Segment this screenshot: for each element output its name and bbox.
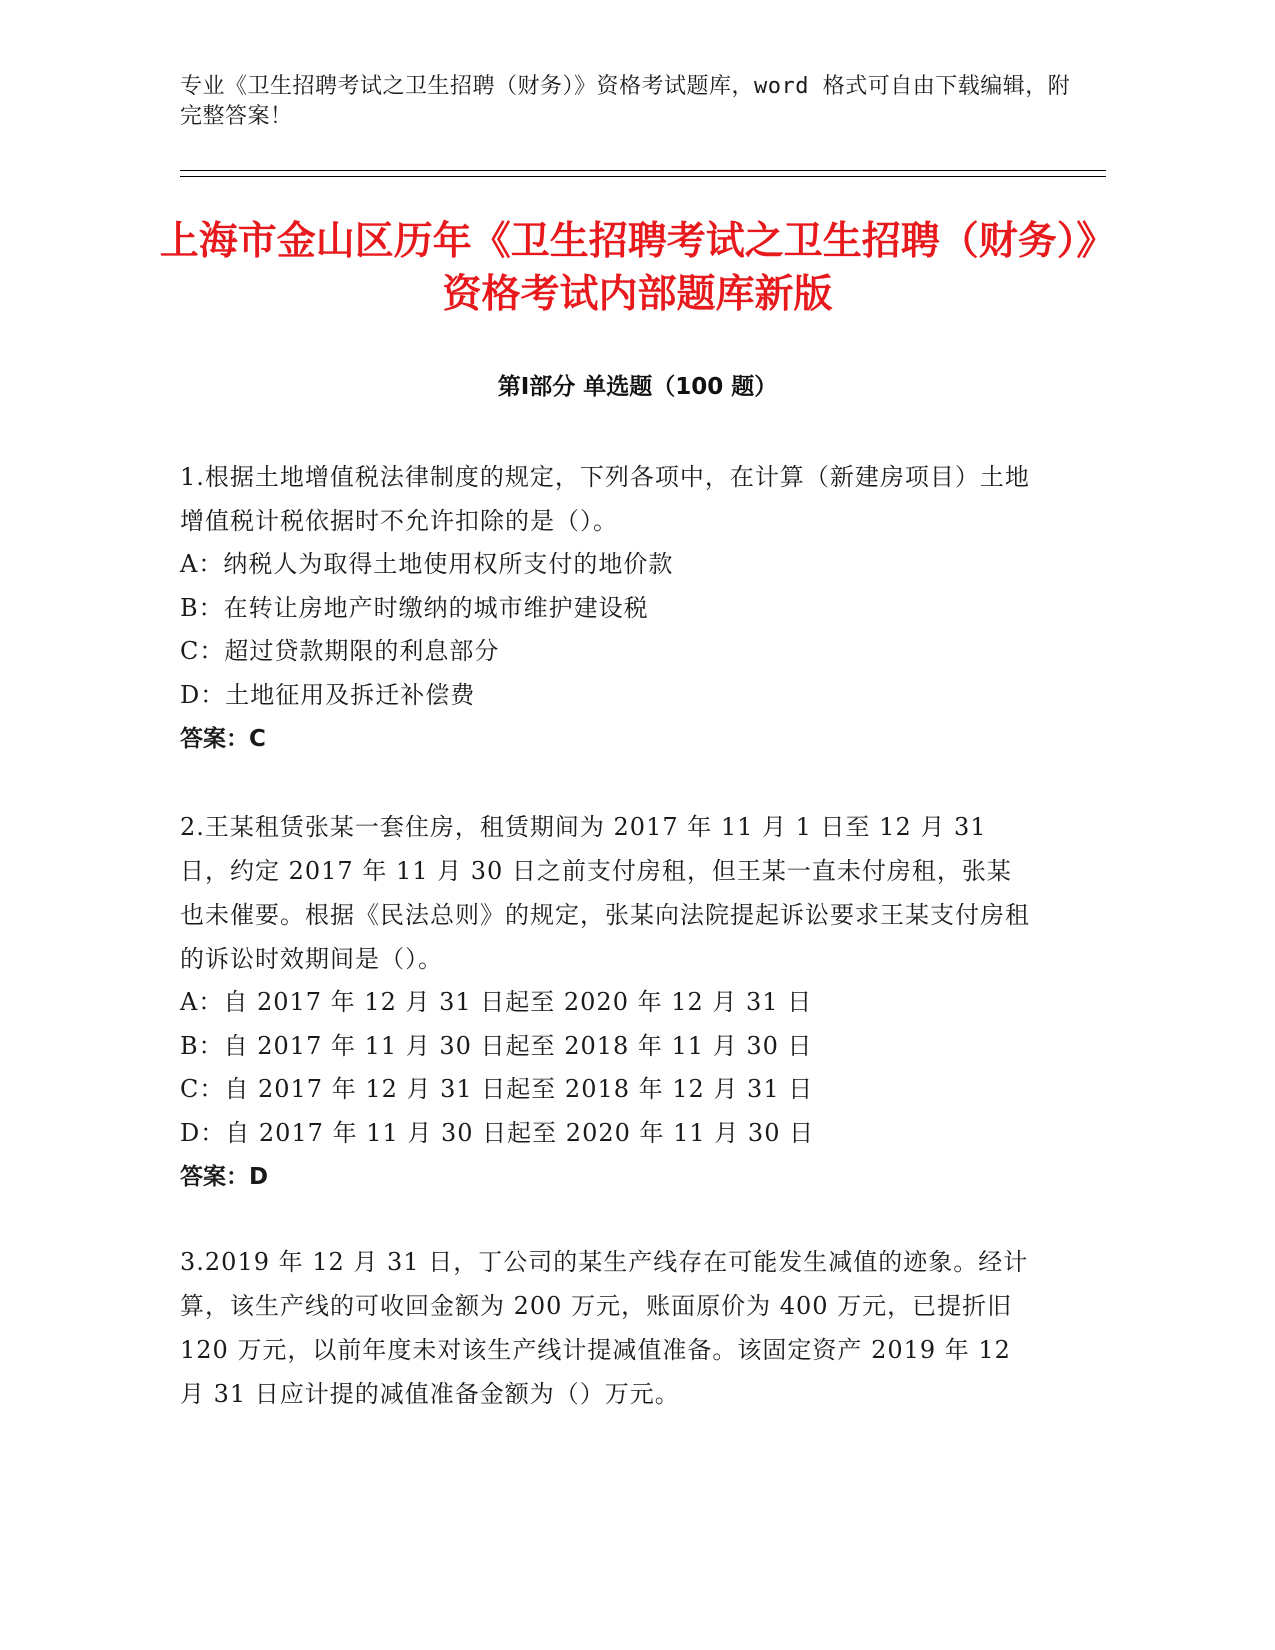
- answer: 答案：D: [180, 1164, 269, 1190]
- question-stem: 2.王某租赁张某一套住房，租赁期间为 2017 年 11 月 1 日至 12 月 31 日，约定 2017 年 11 月 30 日之前支付房租，但王某一直未付房租，张某也未催要。根据《民法总则》的规定，张某向法院提起诉讼要求王某支付房租的诉讼时效期间是（）。: [180, 813, 1030, 973]
- question-3: [180, 1240, 1030, 1416]
- option-a: A：自 2017 年 12 月 31 日起至 2020 年 12 月 31 日: [180, 988, 813, 1016]
- answer: 答案：C: [180, 726, 266, 752]
- header-divider-top: [180, 170, 1106, 171]
- section-heading: 第Ⅰ部分 单选题（100 题）: [497, 374, 778, 400]
- option-a: A：纳税人为取得土地使用权所支付的地价款: [180, 550, 674, 578]
- option-b: B：在转让房地产时缴纳的城市维护建设税: [180, 593, 649, 622]
- question-1: [180, 455, 1030, 761]
- option-c: C：超过贷款期限的利息部分: [180, 637, 500, 665]
- question-2: [180, 805, 1030, 1199]
- option-c: C：自 2017 年 12 月 31 日起至 2018 年 12 月 31 日: [180, 1075, 814, 1103]
- header-note: 专业《卫生招聘考试之卫生招聘（财务）》资格考试题库，word 格式可自由下载编辑，附完整答案！: [180, 74, 1071, 129]
- question-stem: 1.根据土地增值税法律制度的规定，下列各项中，在计算（新建房项目）土地增值税计税依据时不允许扣除的是（）。: [180, 463, 1030, 535]
- header-divider-bottom: [180, 176, 1106, 177]
- question-stem: 3.2019 年 12 月 31 日，丁公司的某生产线存在可能发生减值的迹象。经计算，该生产线的可收回金额为 200 万元，账面原价为 400 万元，已提折旧 120 万元，以前年度未对该生产线计提减值准备。该固定资产 2019 年 12 月 31 日应计提的减值准备金额为（）万元。: [180, 1248, 1029, 1408]
- document-title: 上海市金山区历年《卫生招聘考试之卫生招聘（财务）》资格考试内部题库新版: [159, 219, 1116, 317]
- option-d: D：自 2017 年 11 月 30 日起至 2020 年 11 月 30 日: [180, 1118, 815, 1147]
- option-d: D：土地征用及拆迁补偿费: [180, 680, 476, 709]
- option-b: B：自 2017 年 11 月 30 日起至 2018 年 11 月 30 日: [180, 1031, 813, 1060]
